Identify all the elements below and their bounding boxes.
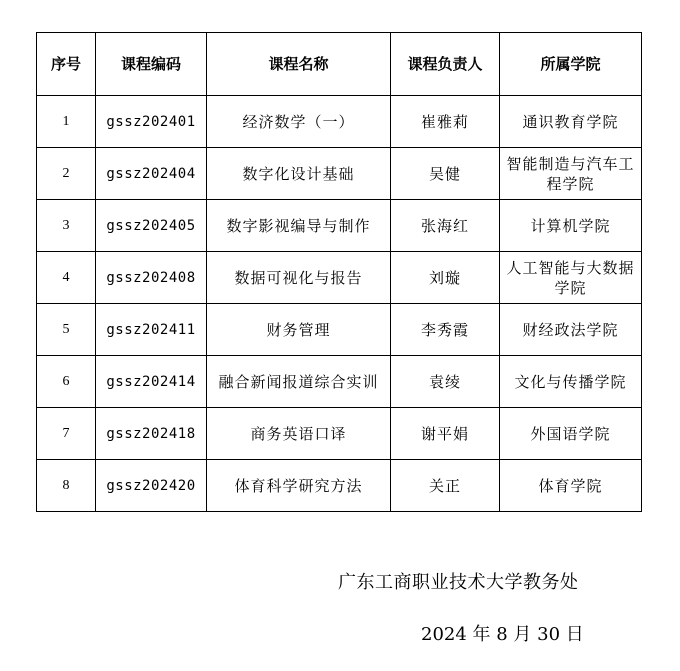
issuing-office: 广东工商职业技术大学教务处 [338, 572, 579, 593]
cell-seq: 4 [37, 252, 96, 304]
cell-course-name: 体育科学研究方法 [207, 460, 391, 512]
cell-seq: 7 [37, 408, 96, 460]
course-table [36, 32, 642, 512]
cell-course-name: 数据可视化与报告 [207, 252, 391, 304]
issue-date: 2024 年 8 月 30 日 [421, 624, 584, 645]
table-row [37, 252, 642, 304]
cell-lead: 袁绫 [391, 356, 500, 408]
table-row [37, 304, 642, 356]
cell-code: gssz202418 [96, 408, 207, 460]
cell-seq: 1 [37, 96, 96, 148]
cell-course-name: 数字影视编导与制作 [207, 200, 391, 252]
header-seq: 序号 [37, 33, 96, 96]
header-code: 课程编码 [96, 33, 207, 96]
table-row [37, 408, 642, 460]
table-row [37, 148, 642, 200]
header-lead: 课程负责人 [391, 33, 500, 96]
cell-college: 体育学院 [500, 460, 642, 512]
cell-seq: 3 [37, 200, 96, 252]
table-row [37, 460, 642, 512]
cell-college: 财经政法学院 [500, 304, 642, 356]
table-header [37, 33, 642, 96]
header-name: 课程名称 [207, 33, 391, 96]
cell-seq: 5 [37, 304, 96, 356]
cell-course-name: 财务管理 [207, 304, 391, 356]
cell-college: 通识教育学院 [500, 96, 642, 148]
cell-course-name: 融合新闻报道综合实训 [207, 356, 391, 408]
cell-code: gssz202404 [96, 148, 207, 200]
cell-college: 外国语学院 [500, 408, 642, 460]
cell-lead: 吴健 [391, 148, 500, 200]
header-college: 所属学院 [500, 33, 642, 96]
cell-seq: 6 [37, 356, 96, 408]
cell-seq: 2 [37, 148, 96, 200]
cell-code: gssz202405 [96, 200, 207, 252]
cell-lead: 关正 [391, 460, 500, 512]
cell-code: gssz202420 [96, 460, 207, 512]
cell-course-name: 数字化设计基础 [207, 148, 391, 200]
table-row [37, 200, 642, 252]
cell-lead: 张海红 [391, 200, 500, 252]
cell-lead: 刘璇 [391, 252, 500, 304]
cell-lead: 谢平娟 [391, 408, 500, 460]
table-row [37, 356, 642, 408]
cell-college: 智能制造与汽车工程学院 [500, 148, 642, 200]
table-body [37, 96, 642, 512]
cell-course-name: 商务英语口译 [207, 408, 391, 460]
cell-seq: 8 [37, 460, 96, 512]
cell-code: gssz202414 [96, 356, 207, 408]
cell-course-name: 经济数学（一） [207, 96, 391, 148]
header-row [37, 33, 642, 96]
cell-lead: 李秀霞 [391, 304, 500, 356]
cell-college: 计算机学院 [500, 200, 642, 252]
table-row [37, 96, 642, 148]
cell-college: 文化与传播学院 [500, 356, 642, 408]
cell-code: gssz202411 [96, 304, 207, 356]
cell-lead: 崔雅莉 [391, 96, 500, 148]
cell-code: gssz202401 [96, 96, 207, 148]
cell-college: 人工智能与大数据学院 [500, 252, 642, 304]
cell-code: gssz202408 [96, 252, 207, 304]
